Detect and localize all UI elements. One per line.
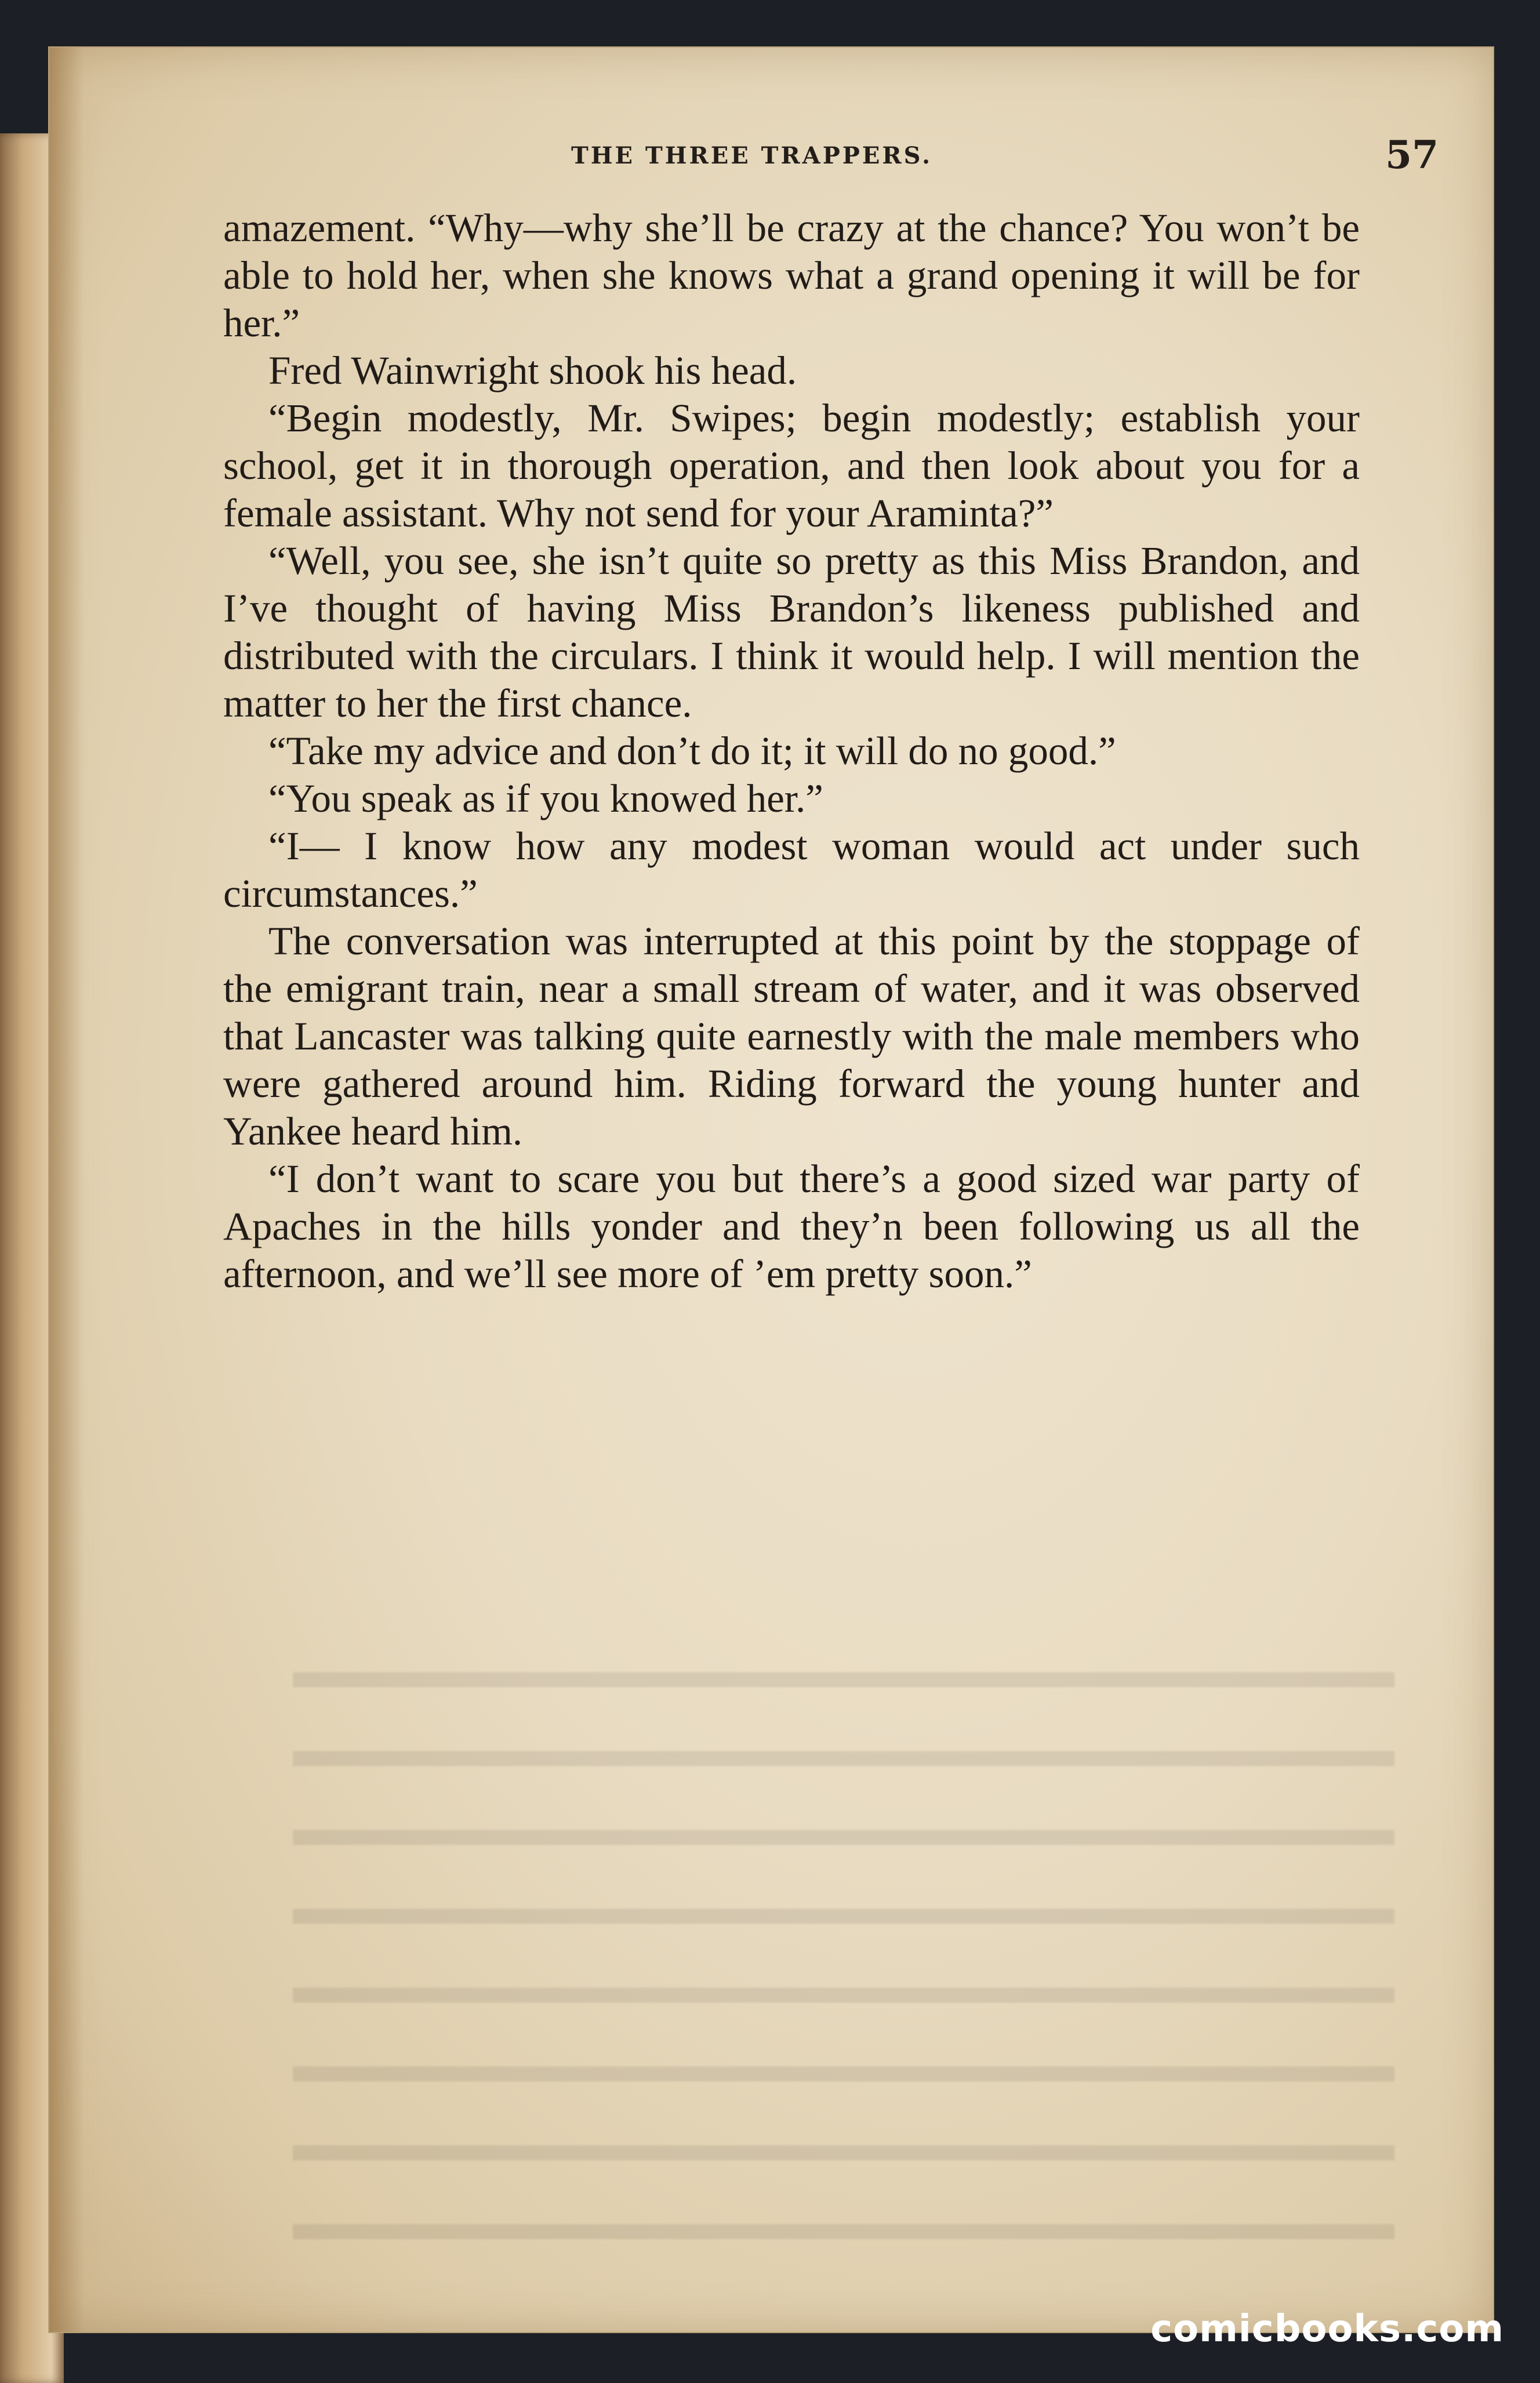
paragraph: amazement. “Why—why she’ll be crazy at the chance? You won’t be able to hold her, when she knows what a grand opening it will be for her.” [223,206,1360,345]
show-through-text [293,1625,1394,2146]
paragraph: “Well, you see, she isn’t quite so pretty as this Miss Brandon, and I’ve thought of having Miss Brandon’s likeness published and distributed with the circulars. I think it would help. I will mention the matter to her the first chance. [223,539,1360,725]
watermark: comicbooks.com [1150,2308,1504,2351]
body-text [223,204,1360,1298]
paragraph: “I— I know how any modest woman would act under such circumstances.” [223,824,1360,916]
running-head: THE THREE TRAPPERS. [571,142,932,169]
paragraph: “Take my advice and don’t do it; it will do no good.” [268,729,1116,773]
page-number: 57 [1385,132,1439,177]
paragraph: “I don’t want to scare you but there’s a good sized war party of Apaches in the hills yonder and they’n been following us all the afternoon, and we’ll see more of ’em pretty soon.” [223,1157,1360,1296]
paragraph: The conversation was interrupted at this point by the stoppage of the emigrant train, near a small stream of water, and it was observed that Lancaster was talking quite earnestly with the male members who were gathered around him. Riding forward the young hunter and Yankee heard him. [223,919,1360,1153]
paragraph: Fred Wainwright shook his head. [268,348,797,393]
paragraph: “You speak as if you knowed her.” [268,776,823,820]
paragraph: “Begin modestly, Mr. Swipes; begin modestly; establish your school, get it in thorough operation, and then look about you for a female assistant. Why not send for your Araminta?” [223,396,1360,535]
